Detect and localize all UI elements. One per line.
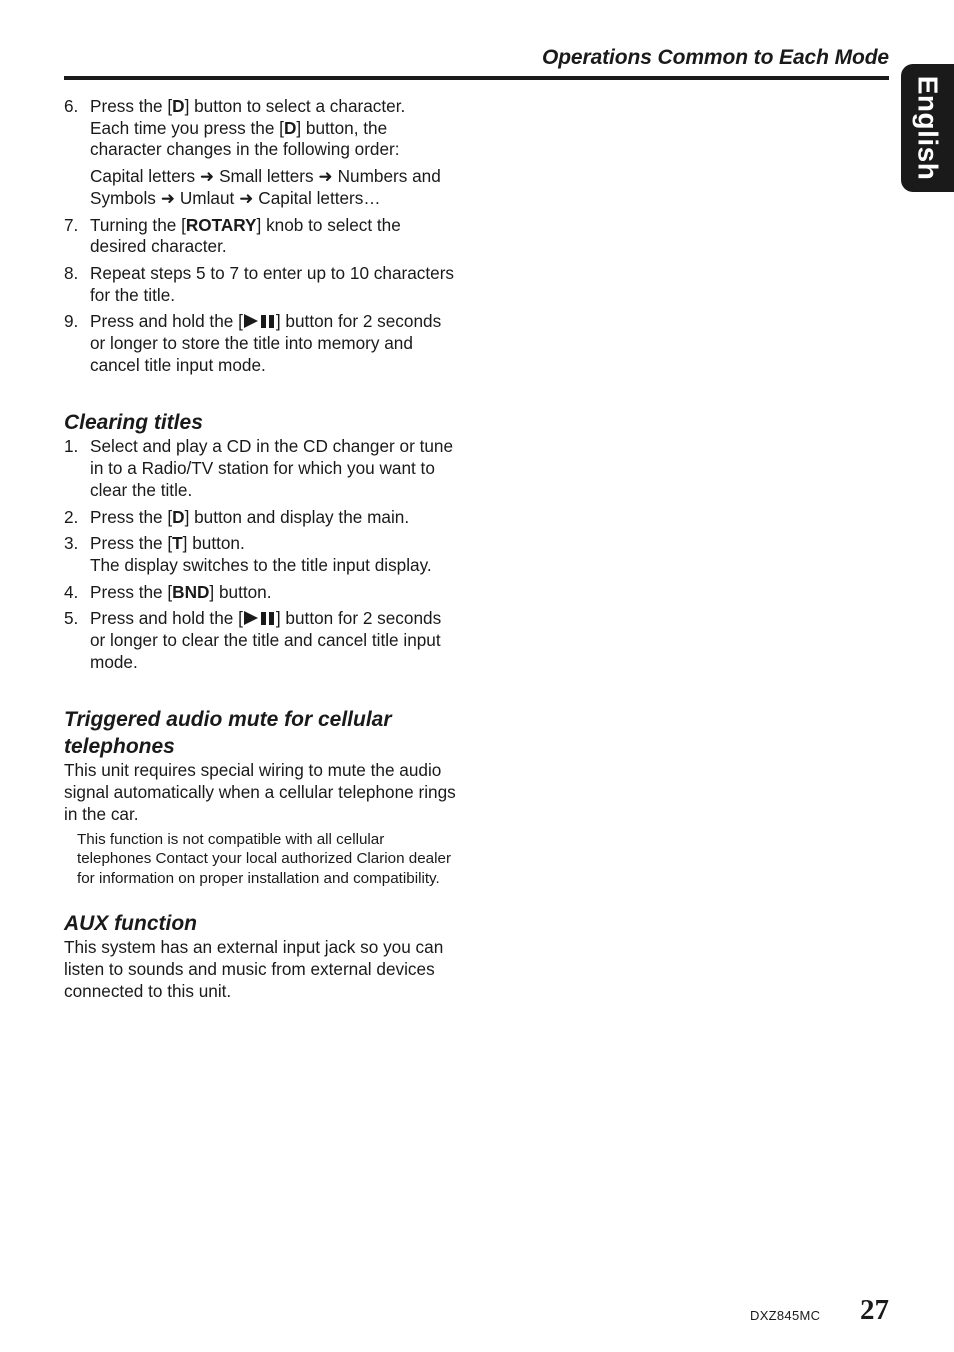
play-pause-icon — [243, 611, 276, 625]
step-number: 6. — [64, 96, 79, 116]
step-number: 8. — [64, 262, 79, 283]
list-item — [64, 215, 456, 258]
aux-function-body: This system has an external input jack so you can listen to sounds and music from external devices connected to this unit. — [64, 937, 444, 1001]
key-label: D — [283, 117, 297, 138]
cellular-mute-heading: Triggered audio mute for cellular telephones — [64, 708, 392, 759]
clearing-steps — [64, 436, 456, 673]
step-text: Press and hold the [ ] button for 2 seconds or longer to store the title into memory and cancel title input mode. — [90, 311, 442, 375]
list-item — [64, 608, 456, 673]
right-arrow-icon: ➜ — [160, 187, 176, 208]
header-rule — [64, 76, 889, 80]
step-text: Press the [D] button to select a character. — [90, 96, 406, 116]
character-order: Capital letters ➜ Small letters ➜ Numbers and Symbols ➜ Umlaut ➜ Capital letters… — [90, 166, 441, 208]
list-item — [64, 507, 456, 529]
step-text: Press the [BND] button. — [90, 581, 272, 602]
list-item — [64, 436, 456, 501]
play-pause-icon — [243, 314, 276, 328]
step-subtext: The display switches to the title input display. — [90, 554, 432, 575]
language-tab-label: English — [912, 75, 944, 181]
step-number: 2. — [64, 506, 79, 527]
step-number: 5. — [64, 608, 79, 629]
list-item — [64, 263, 456, 306]
key-label: D — [172, 96, 185, 116]
aux-function-heading: AUX function — [64, 912, 197, 936]
main-column — [64, 96, 456, 1002]
key-label: D — [172, 506, 185, 527]
key-label: ROTARY — [185, 214, 257, 235]
step-number: 4. — [64, 581, 79, 602]
list-item — [64, 533, 456, 576]
step-number: 7. — [64, 214, 79, 235]
step-number: 1. — [64, 436, 79, 457]
step-text: Press the [T] button. — [90, 533, 245, 554]
step-text: Repeat steps 5 to 7 to enter up to 10 characters for the title. — [90, 262, 455, 305]
key-label: T — [172, 533, 183, 554]
model-number: DXZ845MC — [750, 1308, 821, 1323]
right-arrow-icon: ➜ — [318, 166, 333, 187]
title-input-steps — [64, 96, 456, 376]
step-text: Press and hold the [ ] button for 2 seconds or longer to clear the title and cancel title input mode. — [90, 608, 442, 672]
list-item — [64, 96, 456, 210]
right-arrow-icon: ➜ — [239, 187, 254, 208]
clearing-titles-heading: Clearing titles — [64, 411, 203, 435]
list-item — [64, 582, 456, 604]
step-text: Turning the [ROTARY] knob to select the desired character. — [90, 214, 401, 257]
step-text: Each time you press the [D] button, the character changes in the following order: — [90, 117, 400, 160]
step-text: Press the [D] button and display the main. — [90, 506, 410, 527]
right-arrow-icon: ➜ — [199, 166, 215, 187]
cellular-mute-note: This function is not compatible with all cellular telephones Contact your local authorized Clarion dealer for information on proper installation and compatibility. — [77, 830, 452, 887]
page-header-title: Operations Common to Each Mode — [541, 46, 889, 69]
step-number: 3. — [64, 533, 79, 554]
list-item — [64, 311, 456, 376]
cellular-mute-body: This unit requires special wiring to mute the audio signal automatically when a cellular telephone rings in the car. — [64, 760, 456, 824]
key-label: BND — [172, 581, 210, 602]
page-number: 27 — [860, 1294, 889, 1326]
step-text: Select and play a CD in the CD changer or tune in to a Radio/TV station for which you want to clear the title. — [90, 436, 454, 500]
language-tab — [901, 64, 954, 192]
step-number: 9. — [64, 311, 79, 332]
